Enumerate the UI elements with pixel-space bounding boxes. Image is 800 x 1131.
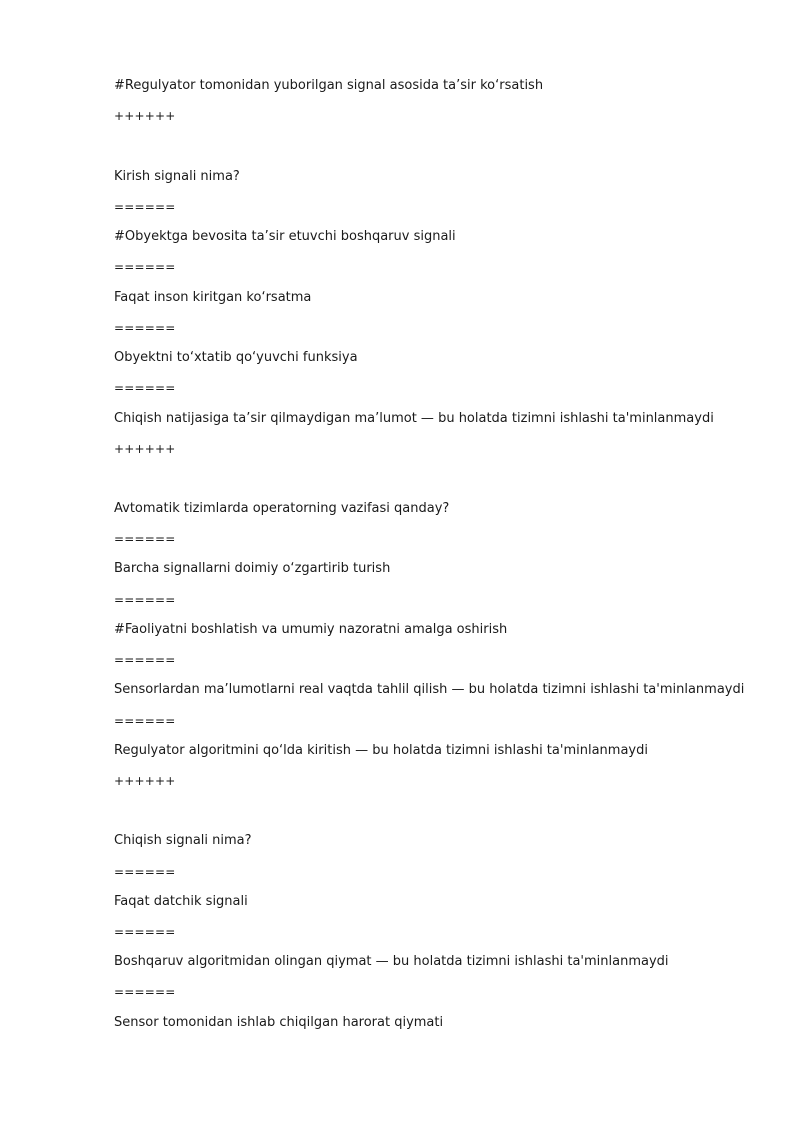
answer-line: Faqat datchik signali (114, 894, 248, 909)
question-line: Chiqish signali nima? (114, 833, 252, 848)
option-separator: ====== (114, 985, 176, 999)
option-separator: ====== (114, 865, 176, 879)
answer-line: #Regulyator tomonidan yuborilgan signal asosida ta’sir ko‘rsatish (114, 78, 544, 93)
option-separator: ====== (114, 260, 176, 274)
option-separator: ====== (114, 381, 176, 395)
option-separator: ====== (114, 653, 176, 667)
answer-line: Regulyator algoritmini qo‘lda kiritish — bu holatda tizimni ishlashi ta'minlanmaydi (114, 743, 648, 758)
option-separator: ====== (114, 321, 176, 335)
answer-line: #Faoliyatni boshlatish va umumiy nazoratni amalga oshirish (114, 622, 508, 637)
answer-line: Barcha signallarni doimiy o‘zgartirib turish (114, 561, 391, 576)
answer-line: Chiqish natijasiga ta’sir qilmaydigan ma’lumot — bu holatda tizimni ishlashi ta'minlanmaydi (114, 411, 714, 426)
question-line: Kirish signali nima? (114, 169, 240, 184)
option-separator: ====== (114, 532, 176, 546)
question-line: Avtomatik tizimlarda operatorning vazifasi qanday? (114, 501, 450, 516)
question-separator: ++++++ (114, 109, 176, 123)
question-separator: ++++++ (114, 774, 176, 788)
option-separator: ====== (114, 200, 176, 214)
question-separator: ++++++ (114, 442, 176, 456)
answer-line: Obyektni to‘xtatib qo‘yuvchi funksiya (114, 350, 358, 365)
option-separator: ====== (114, 714, 176, 728)
answer-line: Faqat inson kiritgan ko‘rsatma (114, 290, 312, 305)
answer-line: #Obyektga bevosita ta’sir etuvchi boshqaruv signali (114, 229, 456, 244)
answer-line: Sensor tomonidan ishlab chiqilgan harorat qiymati (114, 1015, 444, 1030)
option-separator: ====== (114, 593, 176, 607)
answer-line: Sensorlardan ma’lumotlarni real vaqtda tahlil qilish — bu holatda tizimni ishlashi ta'minlanmaydi (114, 682, 745, 697)
option-separator: ====== (114, 925, 176, 939)
answer-line: Boshqaruv algoritmidan olingan qiymat — bu holatda tizimni ishlashi ta'minlanmaydi (114, 954, 669, 969)
